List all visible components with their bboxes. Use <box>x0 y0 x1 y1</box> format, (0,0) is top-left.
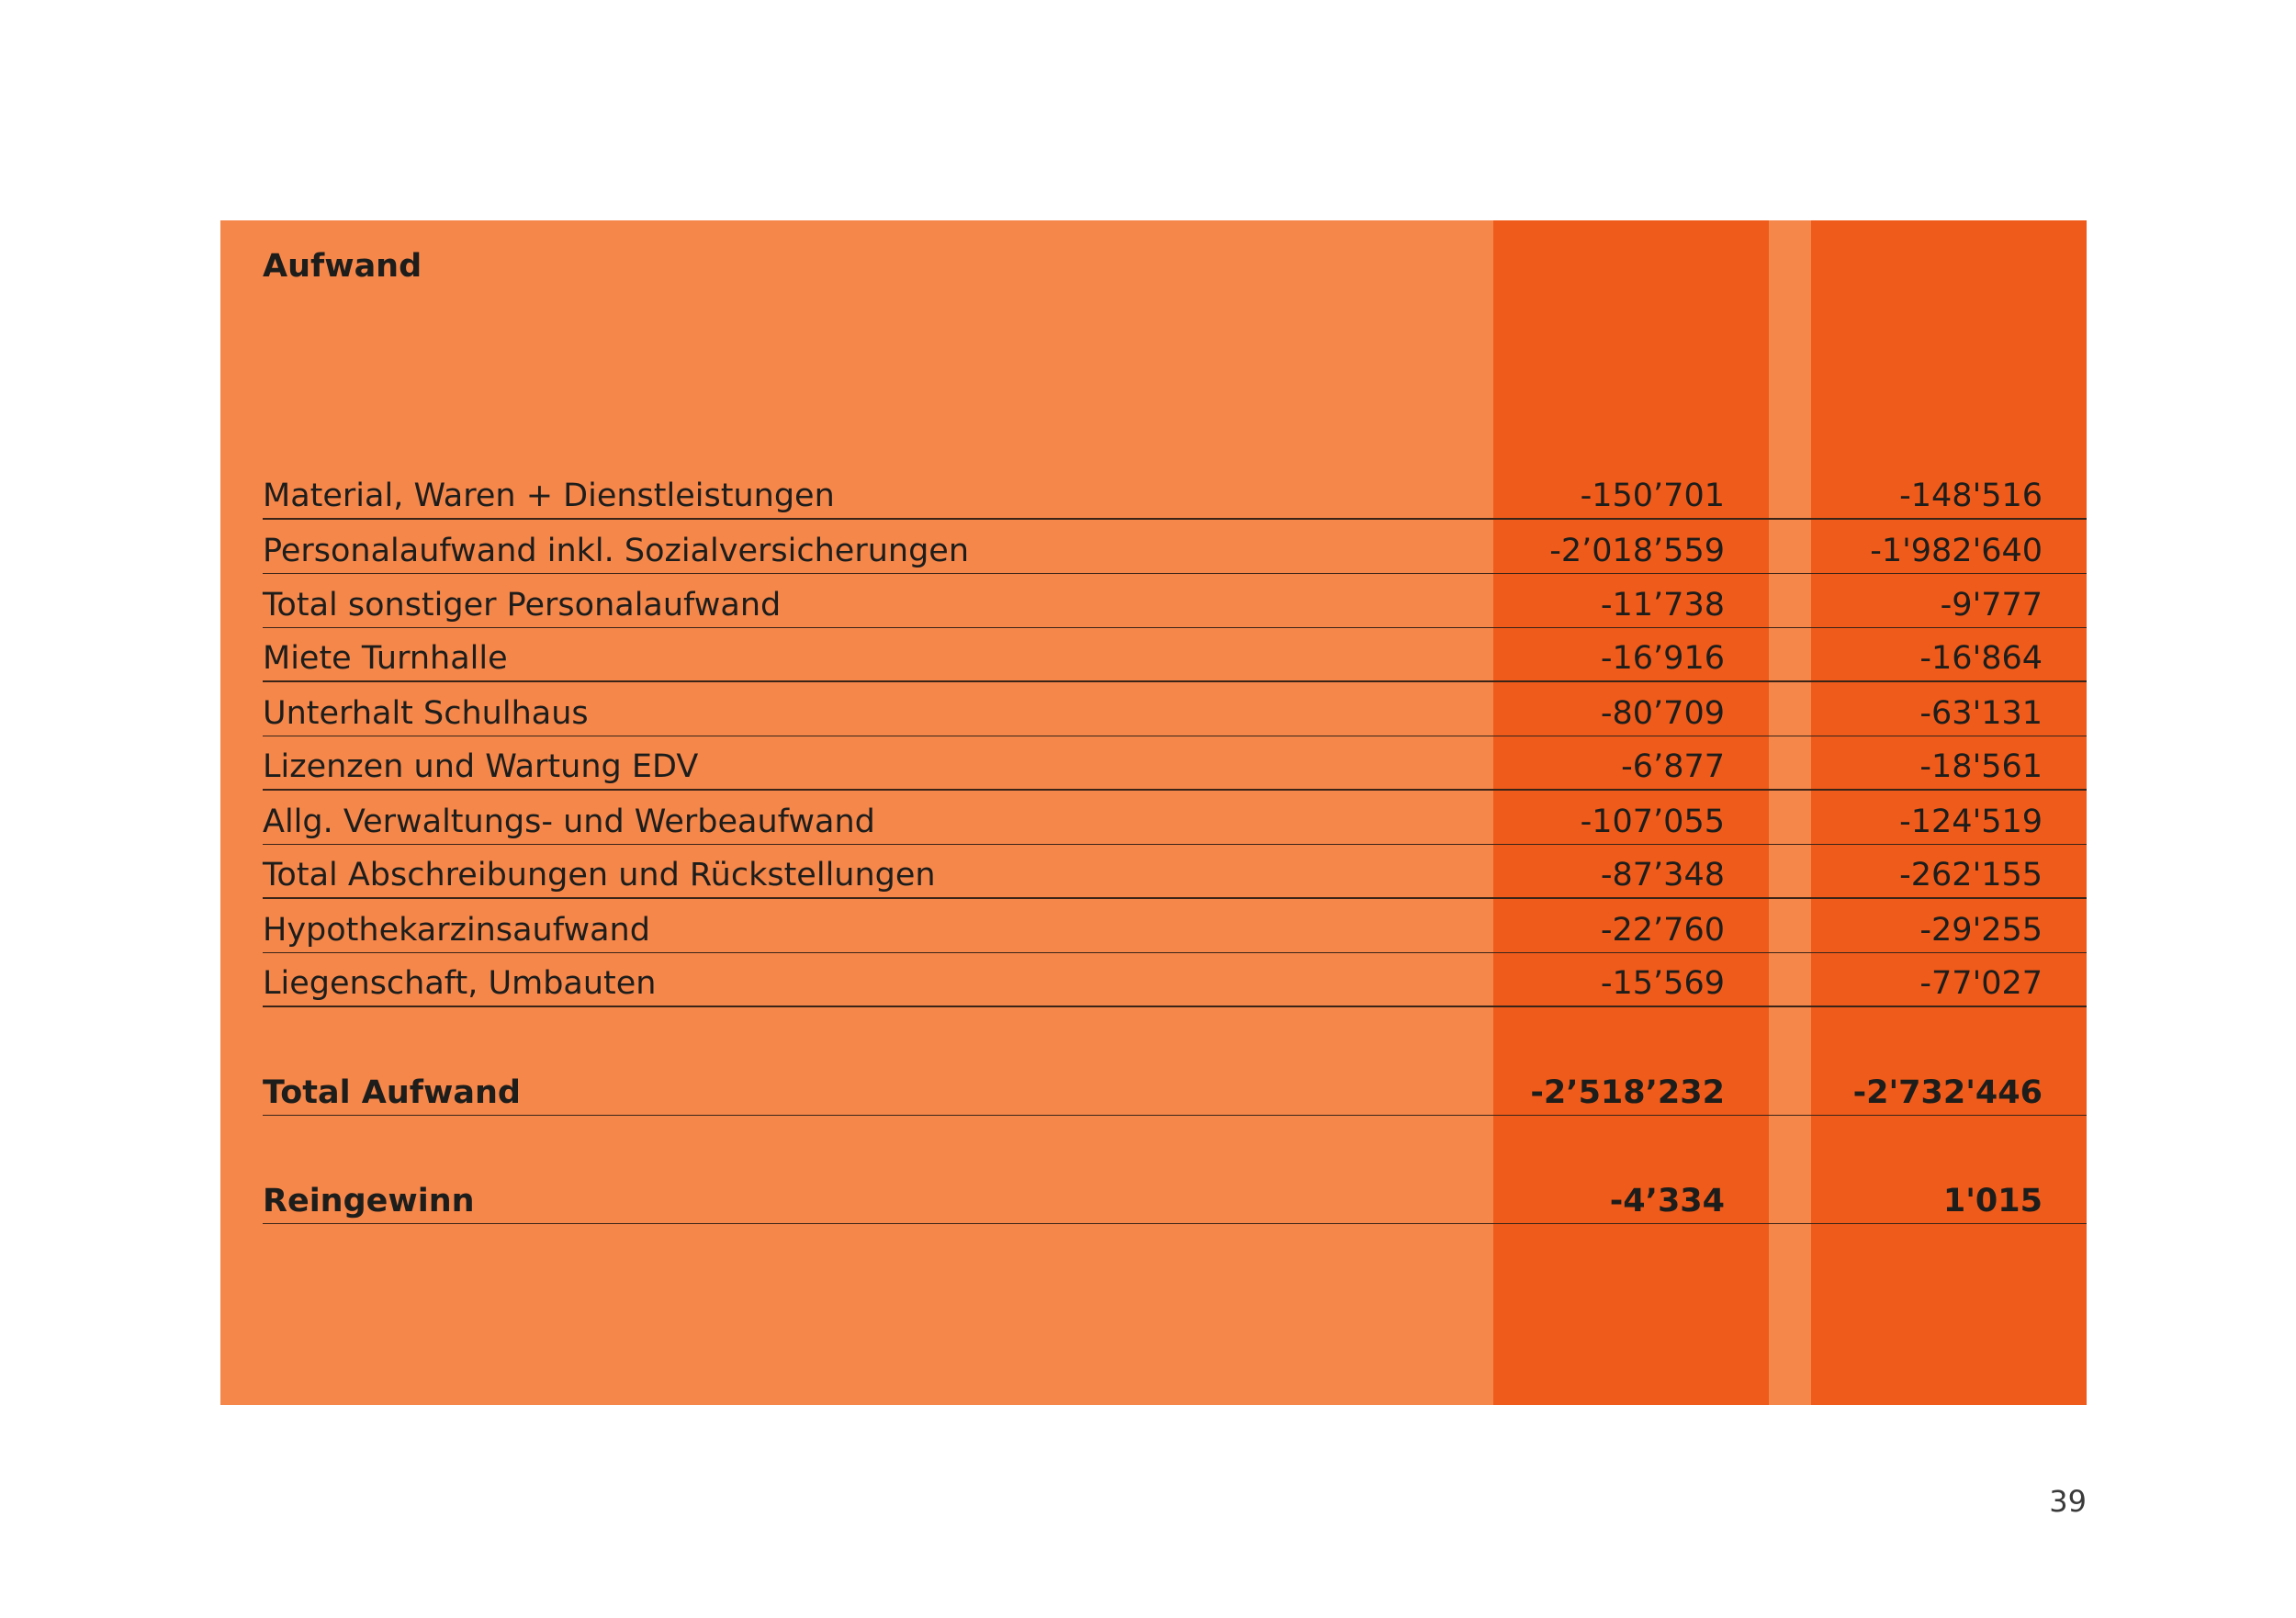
row-value-previous: -9'777 <box>1940 587 2043 624</box>
row-value-previous: -18'561 <box>1919 748 2043 785</box>
page-number: 39 <box>2049 1484 2087 1519</box>
table-row <box>263 845 2087 899</box>
row-value-previous: -63'131 <box>1919 695 2043 732</box>
table-row <box>263 466 2087 520</box>
table-row <box>263 736 2087 791</box>
total-expenses-previous: -2'732'446 <box>1852 1074 2043 1111</box>
section-heading: Aufwand <box>263 248 422 285</box>
net-profit-row <box>263 1170 2087 1224</box>
row-label: Miete Turnhalle <box>263 640 508 677</box>
table-row <box>263 628 2087 682</box>
row-label: Allg. Verwaltungs- und Werbeaufwand <box>263 803 875 840</box>
net-profit-label: Reingewinn <box>263 1183 475 1219</box>
row-value-previous: -124'519 <box>1899 803 2043 840</box>
table-row <box>263 953 2087 1007</box>
row-value-previous: -16'864 <box>1919 640 2043 677</box>
row-value-current: -107’055 <box>1580 803 1725 840</box>
row-value-current: -150’701 <box>1580 478 1725 514</box>
table-row <box>263 682 2087 736</box>
row-value-current: -16’916 <box>1600 640 1725 677</box>
row-label: Liegenschaft, Umbauten <box>263 965 657 1002</box>
row-value-current: -11’738 <box>1600 587 1725 624</box>
row-value-previous: -29'255 <box>1919 912 2043 949</box>
row-label: Unterhalt Schulhaus <box>263 695 589 732</box>
row-value-previous: -1'982'640 <box>1870 533 2043 569</box>
net-profit-current: -4’334 <box>1609 1183 1725 1219</box>
row-label: Material, Waren + Dienstleistungen <box>263 478 835 514</box>
row-value-current: -15’569 <box>1600 965 1725 1002</box>
row-value-previous: -262'155 <box>1899 857 2043 893</box>
row-label: Hypothekarzinsaufwand <box>263 912 650 949</box>
income-statement-panel <box>220 220 2087 1405</box>
total-expenses-row <box>263 1062 2087 1116</box>
row-value-previous: -148'516 <box>1899 478 2043 514</box>
table-row <box>263 520 2087 574</box>
total-expenses-current: -2’518’232 <box>1530 1074 1725 1111</box>
row-value-current: -6’877 <box>1621 748 1725 785</box>
table-row <box>263 899 2087 953</box>
row-value-current: -2’018’559 <box>1549 533 1725 569</box>
total-expenses-label: Total Aufwand <box>263 1074 521 1111</box>
net-profit-previous: 1'015 <box>1942 1183 2043 1219</box>
row-label: Lizenzen und Wartung EDV <box>263 748 699 785</box>
row-label: Total Abschreibungen und Rückstellungen <box>263 857 936 893</box>
row-value-current: -80’709 <box>1600 695 1725 732</box>
table-row <box>263 791 2087 845</box>
row-value-previous: -77'027 <box>1919 965 2043 1002</box>
row-value-current: -87’348 <box>1600 857 1725 893</box>
table-row <box>263 574 2087 628</box>
row-label: Personalaufwand inkl. Sozialversicherungen <box>263 533 970 569</box>
row-label: Total sonstiger Personalaufwand <box>263 587 782 624</box>
row-value-current: -22’760 <box>1600 912 1725 949</box>
